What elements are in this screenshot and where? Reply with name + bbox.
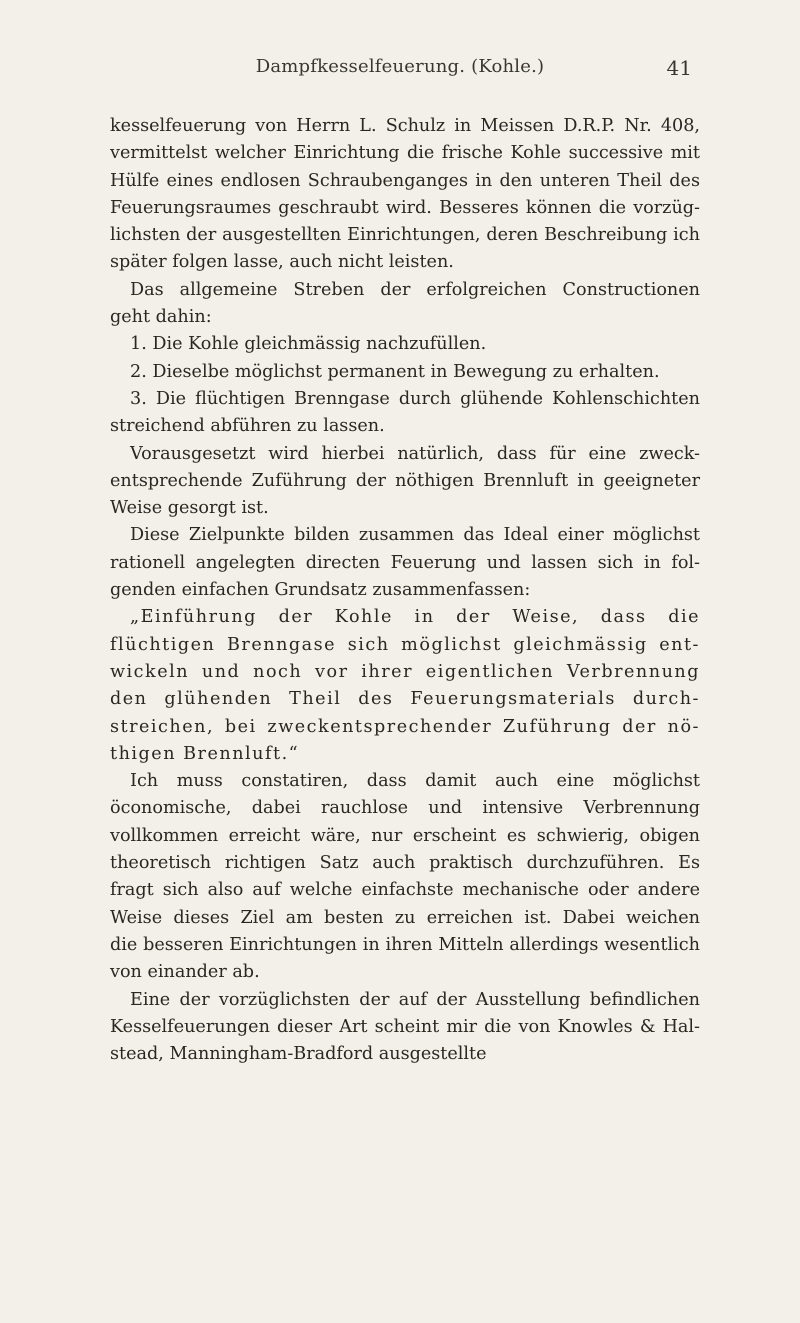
text-line: die besseren Einrichtungen in ihren Mitteln allerdings wesentlich	[110, 934, 700, 955]
text-line: später folgen lasse, auch nicht leisten.	[110, 252, 454, 273]
text-line: Vorausgesetzt wird hierbei natürlich, dass für eine zweck-	[130, 443, 700, 464]
text-line: öconomische, dabei rauchlose und intensive Verbrennung	[110, 798, 700, 819]
list-item: 3. Die flüchtigen Brenngase durch glühende Kohlenschichten	[130, 388, 700, 409]
text-line: Weise gesorgt ist.	[110, 498, 269, 519]
text-line: geht dahin:	[110, 307, 212, 328]
list-item-continuation: streichend abführen zu lassen.	[110, 416, 385, 437]
text-line: vermittelst welcher Einrichtung die frische Kohle successive mit	[110, 143, 700, 164]
text-line: entsprechende Zuführung der nöthigen Brennluft in geeigneter	[110, 470, 700, 491]
text-line: Hülfe eines endlosen Schraubenganges in den unteren Theil des	[110, 170, 700, 191]
quotation-line: den glühenden Theil des Feuerungsmaterials durch-	[110, 689, 700, 710]
text-line: fragt sich also auf welche einfachste mechanische oder andere	[110, 880, 700, 901]
text-line: kesselfeuerung von Herrn L. Schulz in Meissen D.R.P. Nr. 408,	[110, 116, 700, 136]
text-line: Kesselfeuerungen dieser Art scheint mir die von Knowles & Hal-	[110, 1016, 700, 1037]
text-line: Das allgemeine Streben der erfolgreichen Constructionen	[130, 279, 700, 300]
running-title: Dampfkesselfeuerung. (Kohle.)	[255, 56, 545, 77]
list-item: 2. Dieselbe möglichst permanent in Bewegung zu erhalten.	[130, 361, 660, 382]
text-line: Eine der vorzüglichsten der auf der Ausstellung befindlichen	[130, 989, 700, 1010]
text-line: genden einfachen Grundsatz zusammenfassen:	[110, 580, 531, 601]
quotation-line: thigen Brennluft.“	[110, 743, 300, 764]
quotation-line: flüchtigen Brenngase sich möglichst gleichmässig ent-	[110, 634, 700, 655]
quotation-line: streichen, bei zweckentsprechender Zuführung der nö-	[110, 716, 700, 737]
text-line: vollkommen erreicht wäre, nur erscheint es schwierig, obigen	[110, 825, 700, 846]
page-number: 41	[666, 56, 692, 80]
quotation-line: wickeln und noch vor ihrer eigentlichen Verbrennung	[110, 661, 700, 682]
text-line: stead, Manningham-Bradford ausgestellte	[110, 1044, 487, 1065]
text-line: theoretisch richtigen Satz auch praktisch durchzuführen. Es	[110, 853, 700, 874]
text-line: lichsten der ausgestellten Einrichtungen, deren Beschreibung ich	[110, 225, 700, 246]
list-item: 1. Die Kohle gleichmässig nachzufüllen.	[130, 334, 487, 355]
body-text	[110, 113, 700, 1068]
quotation-line: „Einführung der Kohle in der Weise, dass die	[130, 607, 700, 628]
text-line: rationell angelegten directen Feuerung und lassen sich in fol-	[110, 552, 700, 573]
text-line: von einander ab.	[110, 962, 260, 983]
text-line: Feuerungsraumes geschraubt wird. Besseres können die vorzüg-	[110, 197, 700, 218]
text-line: Diese Zielpunkte bilden zusammen das Ideal einer möglichst	[130, 525, 700, 546]
running-head	[0, 56, 800, 86]
text-line: Weise dieses Ziel am besten zu erreichen ist. Dabei weichen	[110, 907, 700, 928]
text-line: Ich muss constatiren, dass damit auch eine möglichst	[130, 771, 700, 792]
